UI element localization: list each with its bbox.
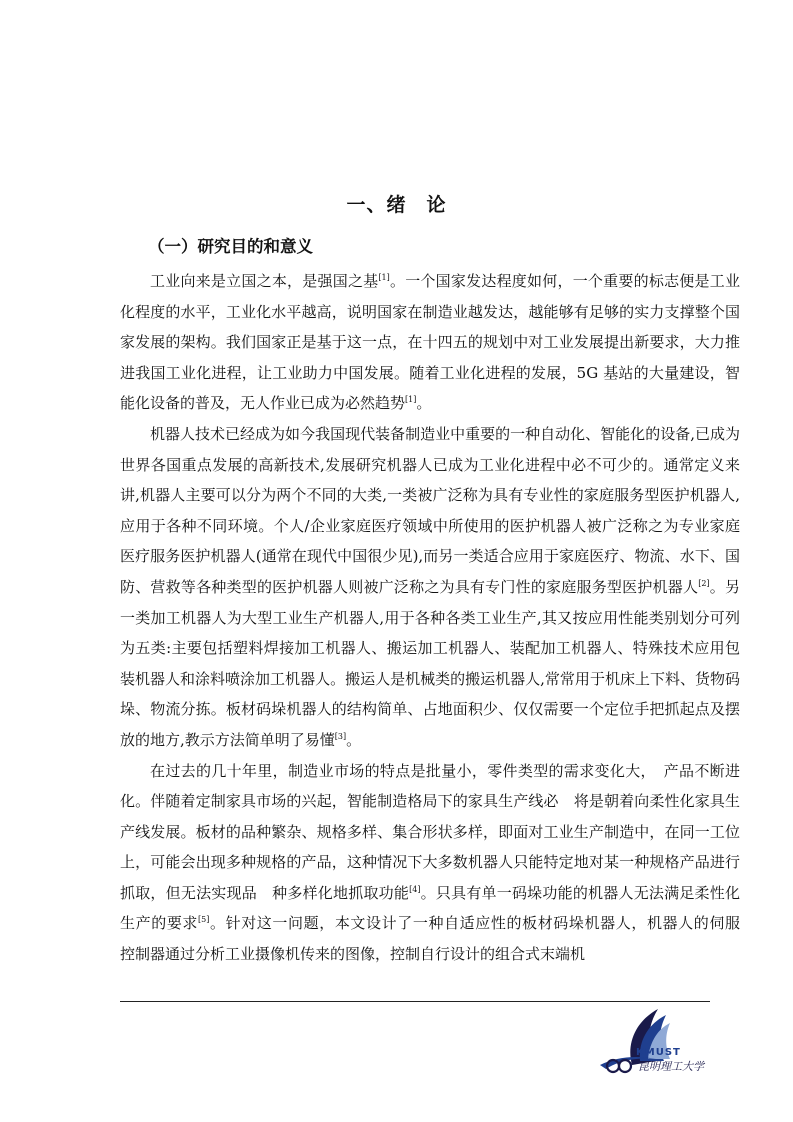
paragraph-text: 。一个国家发达程度如何，一个重要的标志便是工业化程度的水平，工业化水平越高，说明国家在制造业越发达，越能够有足够的实力支撑整个国家发展的架构。我们国家正是基于这一点，在十四五的规划中对工业发展提出新要求，大力推进我国工业化进程，让工业助力中国发展。随着工业化进程的发展，5G 基站的大量建设，智能化设备的普及，无人作业已成为必然趋势: [120, 272, 740, 413]
paragraph: [120, 266, 740, 419]
paragraph-text: 。: [346, 730, 362, 749]
paragraph-text: 机器人技术已经成为如今我国现代装备制造业中重要的一种自动化、智能化的设备,已成为世界各国重点发展的高新技术,发展研究机器人已成为工业化进程中必不可少的。通常定义来讲,机器人主要可以分为两个不同的大类,一类被广泛称为具有专业性的家庭服务型医护机器人,应用于各种不同环境。个人/企业家庭医疗领域中所使用的医护机器人被广泛称之为专业家庭医疗服务医护机器人(通常在现代中国很少见),而另一类适合应用于家庭医疗、物流、水下、国防、营救等各种类型的医护机器人则被广泛称之为具有专门性的家庭服务型医护机器人: [120, 424, 740, 596]
paragraph-text: 。: [416, 394, 432, 413]
paragraph-text: 工业向来是立国之本，是强国之基: [150, 272, 379, 290]
paragraph: [120, 756, 755, 970]
citation-ref: [1]: [378, 273, 390, 282]
citation-ref: [3]: [334, 731, 347, 741]
paragraph-text: 。另一类加工机器人为大型工业生产机器人,用于各种各类工业生产,其又按应用性能类别划分可列为五类:主要包括塑料焊接加工机器人、搬运加工机器人、装配加工机器人、特殊技术应用包装机器人和涂料喷涂加工机器人。搬运人是机械类的搬运机器人,常常用于机床上下料、货物码垛、物流分拣。板材码垛机器人的结构简单、占地面积少、仅仅需要一个定位手把抓起点及摆放的地方,教示方法简单明了易懂: [120, 577, 740, 749]
university-logo: [596, 1003, 736, 1075]
citation-ref: [1]: [405, 395, 417, 405]
footer-divider: [120, 1001, 710, 1002]
citation-ref: [4]: [409, 884, 421, 894]
paragraph-text: 。只具有单一码垛功能的机器人无法满足柔性化生产的要求: [120, 883, 740, 933]
citation-ref: [5]: [198, 915, 210, 925]
logo-ring-right: [619, 1060, 631, 1072]
paragraph-text: 在过去的几十年里，制造业市场的特点是批量小，零件类型的需求变化大， 产品不断进化。伴随着定制家具市场的兴起，智能制造格局下的家具生产线必 将是朝着向柔性化家具生产线发展。板材的品种繁杂、规格多样、集合形状多样，即面对工业生产制造中，在同一工位上，可能会出现多种规格的产品，这种情况下大多数机器人只能特定地对某一种规格产品进行抓取，但无法实现品 种多样化地抓取功能: [120, 761, 740, 902]
citation-ref: [2]: [698, 578, 710, 588]
paragraph-text: 。针对这一问题，本文设计了一种自适应性的板材码垛机器人，机器人的伺服 控制器通过分析工业摄像机传来的图像，控制自行设计的组合式末端机: [120, 914, 755, 964]
paragraph: [120, 419, 740, 756]
chapter-title: 一、绪 论: [346, 194, 447, 216]
body-text: [120, 266, 755, 970]
logo-kmust-text: KMUST: [636, 1047, 681, 1058]
logo-script-text: 昆明理工大学: [638, 1060, 704, 1073]
section-title: （一）研究目的和意义: [148, 237, 313, 256]
